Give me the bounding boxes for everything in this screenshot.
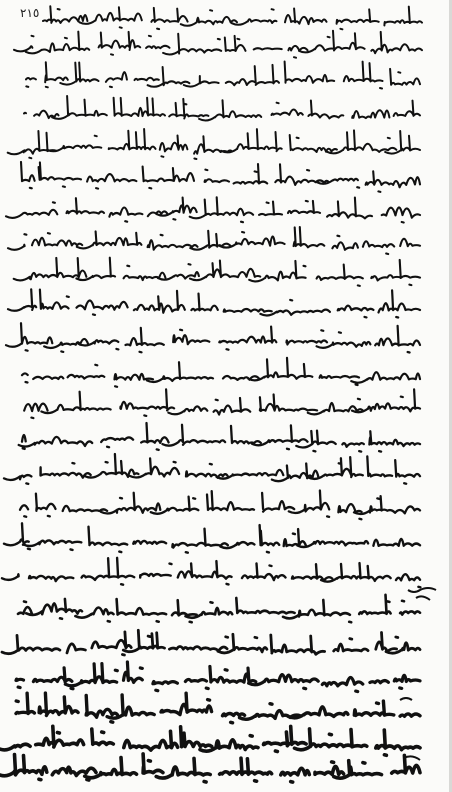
manuscript-stroke: [2, 558, 420, 588]
manuscript-stroke: [8, 227, 420, 254]
manuscript-stroke: [26, 62, 420, 89]
manuscript-line: [20, 491, 420, 520]
manuscript-line: [16, 693, 420, 723]
manuscript-stroke: [0, 726, 420, 755]
manuscript-line: [19, 423, 420, 452]
manuscript-line: [0, 754, 420, 782]
manuscript-line: [21, 162, 420, 192]
manuscript-stroke: [8, 289, 420, 317]
manuscript-stroke: [8, 129, 420, 159]
manuscript-line: [18, 595, 420, 623]
page-number: ٢١٥: [20, 6, 40, 20]
manuscript-line: [0, 726, 420, 755]
manuscript-line: [24, 96, 420, 121]
manuscript-stroke: [22, 358, 420, 387]
manuscript-stroke: [16, 662, 420, 692]
manuscript-line: [6, 323, 420, 352]
manuscript-stroke: [20, 491, 420, 520]
manuscript-line: [24, 389, 420, 418]
manuscript-line: [6, 197, 420, 222]
manuscript-stroke: [16, 693, 420, 723]
manuscript-line: [8, 129, 420, 159]
manuscript-stroke: [2, 630, 420, 655]
manuscript-stroke: [24, 96, 420, 121]
manuscript-line: [2, 630, 420, 655]
manuscript-stroke: [6, 323, 420, 352]
manuscript-line: [4, 523, 420, 552]
manuscript-line: [8, 289, 420, 317]
manuscript-stroke: [4, 523, 420, 552]
manuscript-stroke: [19, 423, 420, 452]
manuscript-line: [8, 227, 420, 254]
manuscript-line: [2, 558, 420, 588]
manuscript-stroke: [14, 31, 422, 58]
manuscript-line: [43, 6, 422, 29]
manuscript-stroke: [21, 162, 420, 192]
manuscript-stroke: [18, 595, 420, 623]
manuscript-line: [26, 62, 420, 89]
manuscript-stroke: [43, 6, 422, 29]
manuscript-stroke: [4, 454, 420, 484]
manuscript-stroke: [0, 754, 420, 782]
manuscript-stroke: [6, 197, 420, 222]
manuscript-stroke: [24, 389, 420, 418]
marginal-note: [400, 588, 436, 760]
manuscript-line: [16, 662, 420, 692]
manuscript-line: [4, 454, 420, 484]
manuscript-line: [14, 31, 422, 58]
manuscript-line: [14, 258, 420, 286]
manuscript-line: [22, 358, 420, 387]
manuscript-stroke: [14, 258, 420, 286]
